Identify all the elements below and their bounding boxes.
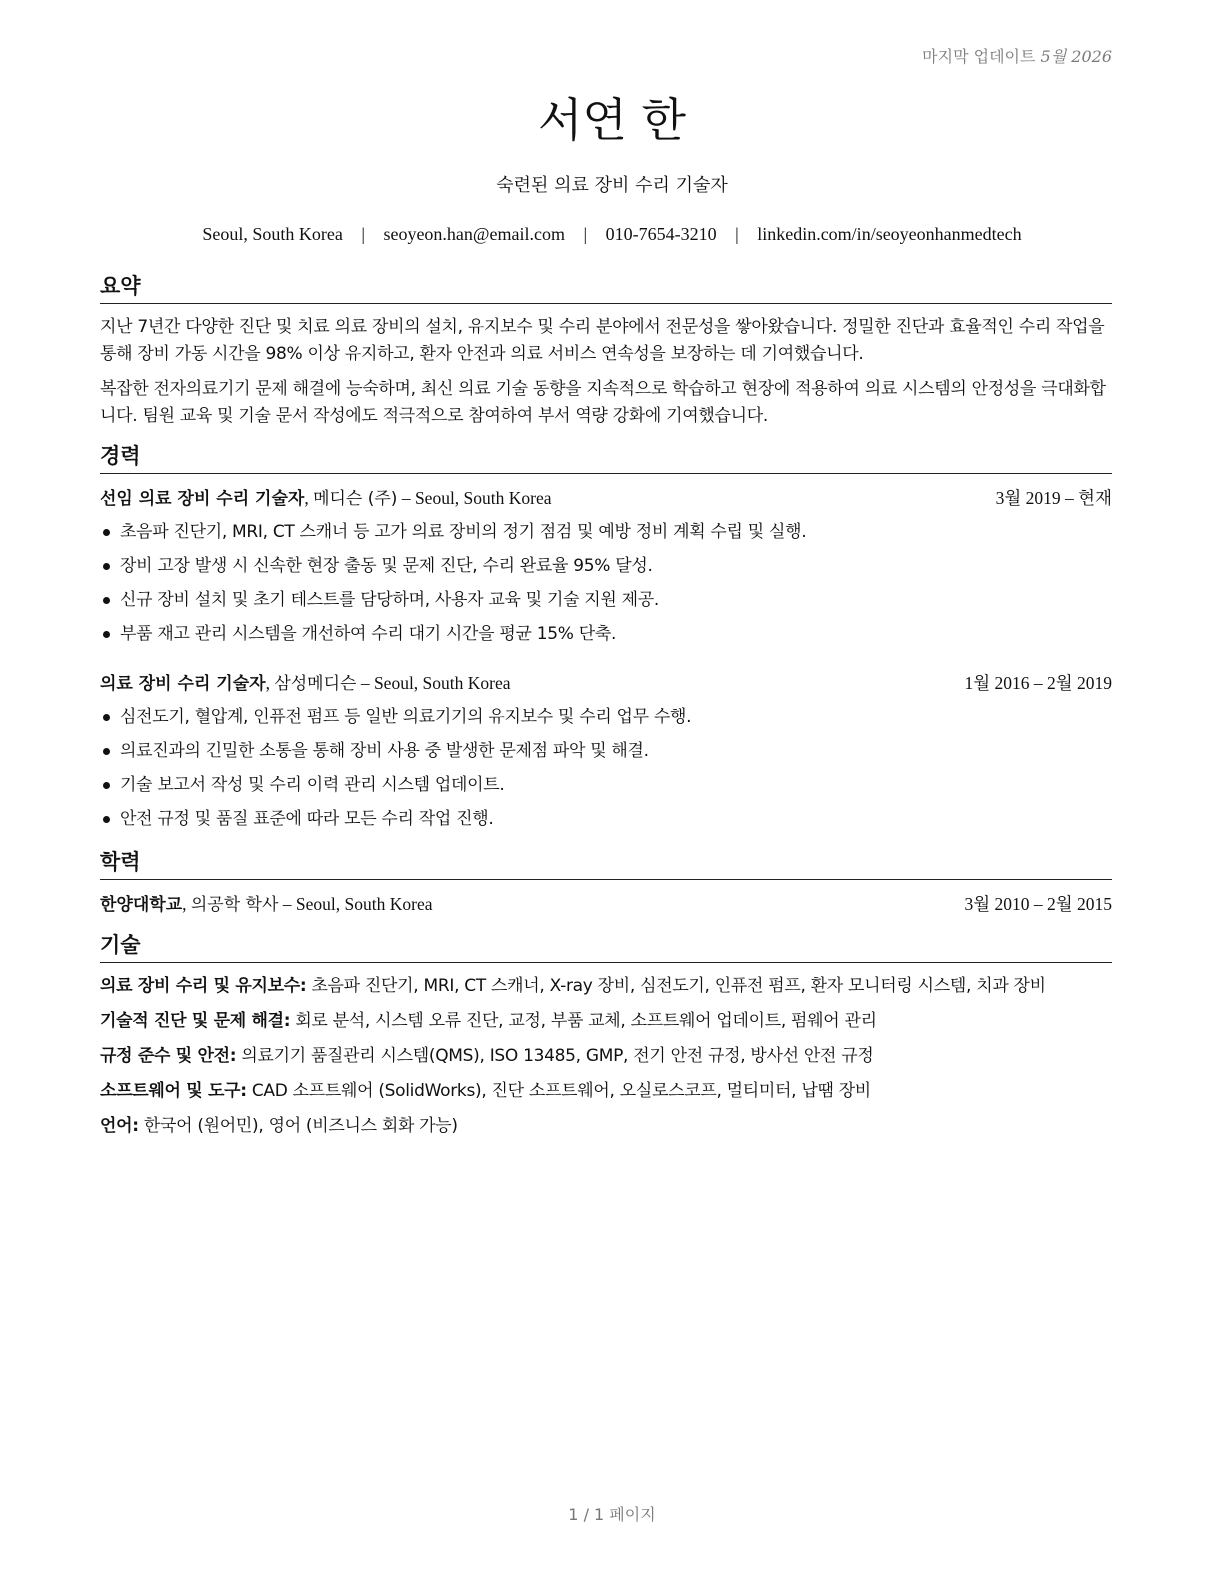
skill-item xyxy=(100,973,1112,1000)
job-dates: 1월 2016 – 2월 2019 xyxy=(964,673,1112,693)
skill-item xyxy=(100,1043,1112,1070)
summary-heading: 요약 xyxy=(100,272,1112,304)
contact-line xyxy=(0,224,1224,245)
contact-separator: | xyxy=(583,224,588,244)
job-entry xyxy=(100,669,1112,836)
skill-label: 기술적 진단 및 문제 해결: xyxy=(100,1011,291,1031)
education-section xyxy=(100,848,1112,919)
job-bullet: 초음파 진단기, MRI, CT 스캐너 등 고가 의료 장비의 정기 점검 및 예방 정비 계획 수립 및 실행. xyxy=(100,515,1112,549)
resume-content xyxy=(100,272,1112,1152)
skills-section xyxy=(100,931,1112,1140)
job-location: Seoul, South Korea xyxy=(414,488,552,508)
experience-section xyxy=(100,442,1112,836)
last-updated-year: 2026 xyxy=(1071,47,1112,66)
job-bullet: 의료진과의 긴밀한 소통을 통해 장비 사용 중 발생한 문제점 파악 및 해결. xyxy=(100,734,1112,768)
skills-heading: 기술 xyxy=(100,931,1112,963)
job-bullets xyxy=(100,515,1112,651)
skill-label: 소프트웨어 및 도구: xyxy=(100,1081,247,1101)
last-updated-label: 마지막 업데이트 xyxy=(922,47,1036,66)
contact-separator: | xyxy=(361,224,365,244)
education-degree: 의공학 학사 xyxy=(190,895,279,915)
job-bullet: 부품 재고 관리 시스템을 개선하여 수리 대기 시간을 평균 15% 단축. xyxy=(100,617,1112,651)
skill-label: 언어: xyxy=(100,1116,139,1136)
skill-label: 규정 준수 및 안전: xyxy=(100,1046,237,1066)
last-updated-month: 5월 xyxy=(1040,47,1067,66)
contact-email[interactable]: seoyeon.han@email.com xyxy=(383,224,565,244)
skill-value: CAD 소프트웨어 (SolidWorks), 진단 소프트웨어, 오실로스코프, 멀티미터, 납땜 장비 xyxy=(251,1081,871,1101)
job-header: 선임 의료 장비 수리 기술자, 메디슨 (주) – Seoul, South Korea 3월 2019 – 현재 xyxy=(100,484,1112,513)
job-company: 메디슨 (주) xyxy=(313,489,398,509)
skill-value: 한국어 (원어민), 영어 (비즈니스 회화 가능) xyxy=(143,1116,458,1136)
job-bullet: 안전 규정 및 품질 표준에 따라 모든 수리 작업 진행. xyxy=(100,802,1112,836)
summary-section xyxy=(100,272,1112,430)
skill-item xyxy=(100,1078,1112,1105)
skill-item xyxy=(100,1113,1112,1140)
job-location: Seoul, South Korea xyxy=(373,673,511,693)
experience-heading: 경력 xyxy=(100,442,1112,474)
job-entry xyxy=(100,484,1112,651)
contact-linkedin[interactable]: linkedin.com/in/seoyeonhanmedtech xyxy=(757,224,1022,244)
job-bullets xyxy=(100,700,1112,836)
page-number: 1 / 1 페이지 xyxy=(568,1505,656,1524)
skill-item xyxy=(100,1008,1112,1035)
education-location: Seoul, South Korea xyxy=(295,894,433,914)
last-updated xyxy=(922,44,1112,67)
summary-paragraph: 지난 7년간 다양한 진단 및 치료 의료 장비의 설치, 유지보수 및 수리 분야에서 전문성을 쌓아왔습니다. 정밀한 진단과 효율적인 수리 작업을 통해 장비 가동 시간을 98% 이상 유지하고, 환자 안전과 의료 서비스 연속성을 보장하는 데 기여했습니다. xyxy=(100,317,1105,364)
job-role: 의료 장비 수리 기술자 xyxy=(100,674,266,694)
job-bullet: 신규 장비 설치 및 초기 테스트를 담당하며, 사용자 교육 및 기술 지원 제공. xyxy=(100,583,1112,617)
education-heading: 학력 xyxy=(100,848,1112,880)
education-dates: 3월 2010 – 2월 2015 xyxy=(964,894,1112,914)
education-entry: 한양대학교, 의공학 학사 – Seoul, South Korea 3월 2010 – 2월 2015 xyxy=(100,890,1112,919)
job-role: 선임 의료 장비 수리 기술자 xyxy=(100,489,305,509)
job-bullet: 심전도기, 혈압계, 인퓨전 펌프 등 일반 의료기기의 유지보수 및 수리 업무 수행. xyxy=(100,700,1112,734)
contact-separator: | xyxy=(735,224,739,244)
skill-label: 의료 장비 수리 및 유지보수: xyxy=(100,976,307,996)
education-school: 한양대학교 xyxy=(100,895,183,915)
contact-location: Seoul, South Korea xyxy=(202,224,343,244)
candidate-title: 숙련된 의료 장비 수리 기술자 xyxy=(496,175,728,196)
skill-value: 의료기기 품질관리 시스템(QMS), ISO 13485, GMP, 전기 안전 규정, 방사선 안전 규정 xyxy=(241,1046,874,1066)
contact-phone[interactable]: 010-7654-3210 xyxy=(605,224,717,244)
summary-paragraph: 복잡한 전자의료기기 문제 해결에 능숙하며, 최신 의료 기술 동향을 지속적으로 학습하고 현장에 적용하여 의료 시스템의 안정성을 극대화합니다. 팀원 교육 및 기술 문서 작성에도 적극적으로 참여하여 부서 역량 강화에 기여했습니다. xyxy=(100,379,1106,426)
job-company: 삼성메디슨 xyxy=(274,674,357,694)
candidate-name: 서연 한 xyxy=(538,93,686,147)
job-bullet: 장비 고장 발생 시 신속한 현장 출동 및 문제 진단, 수리 완료율 95% 달성. xyxy=(100,549,1112,583)
job-header: 의료 장비 수리 기술자, 삼성메디슨 – Seoul, South Korea 1월 2016 – 2월 2019 xyxy=(100,669,1112,698)
job-bullet: 기술 보고서 작성 및 수리 이력 관리 시스템 업데이트. xyxy=(100,768,1112,802)
skill-value: 초음파 진단기, MRI, CT 스캐너, X-ray 장비, 심전도기, 인퓨전 펌프, 환자 모니터링 시스템, 치과 장비 xyxy=(311,976,1046,996)
skill-value: 회로 분석, 시스템 오류 진단, 교정, 부품 교체, 소프트웨어 업데이트, 펌웨어 관리 xyxy=(295,1011,877,1031)
job-dates: 3월 2019 – 현재 xyxy=(995,488,1112,508)
